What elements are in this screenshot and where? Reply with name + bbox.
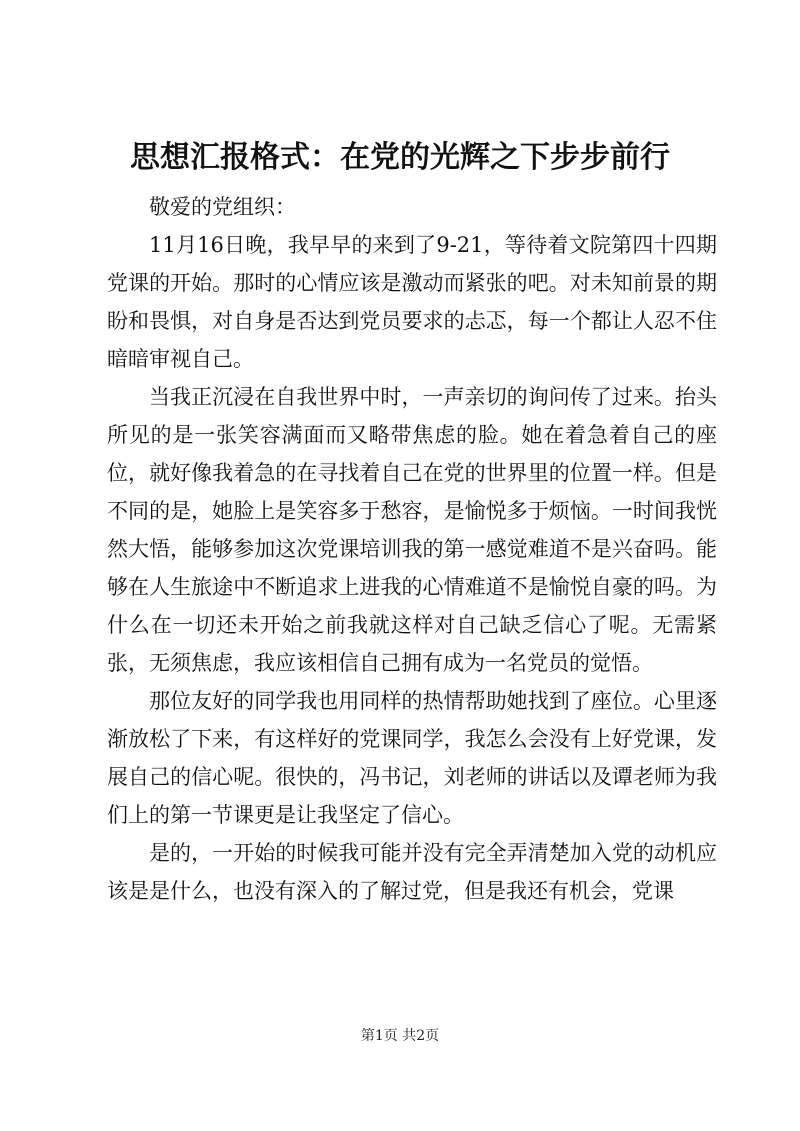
page-number-footer: 第1页 共2页 (360, 1028, 440, 1044)
paragraph: 11月16日晚，我早早的来到了9-21，等待着文院第四十四期党课的开始。那时的心情应该是激动而紧张的吧。对未知前景的期盼和畏惧，对自身是否达到党员要求的忐忑，每一个都让人忍不住暗暗审视自己。 (107, 233, 717, 371)
paragraph: 当我正沉浸在自我世界中时，一声亲切的询问传了过来。抬头所见的是一张笑容满面而又略带焦虑的脸。她在着急着自己的座位，就好像我着急的在寻找着自己在党的世界里的位置一样。但是不同的是，她脸上是笑容多于愁容，是愉悦多于烦恼。一时间我恍然大悟，能够参加这次党课培训我的第一感觉难道不是兴奋吗。能够在人生旅途中不断追求上进我的心情难道不是愉悦自豪的吗。为什么在一切还未开始之前我就这样对自己缺乏信心了呢。无需紧张，无须焦虑，我应该相信自己拥有成为一名党员的觉悟。 (107, 385, 717, 675)
paragraph-salutation: 敬爱的党组织： (149, 195, 296, 219)
paragraph: 那位友好的同学我也用同样的热情帮助她找到了座位。心里逐渐放松了下来，有这样好的党课同学，我怎么会没有上好党课，发展自己的信心呢。很快的，冯书记，刘老师的讲话以及谭老师为我们上的第一节课更是让我坚定了信心。 (107, 689, 717, 827)
document-body (107, 188, 717, 910)
paragraph: 是的，一开始的时候我可能并没有完全弄清楚加入党的动机应该是是什么，也没有深入的了解过党，但是我还有机会，党课 (107, 841, 717, 903)
document-title: 思想汇报格式：在党的光辉之下步步前行 (130, 140, 670, 175)
